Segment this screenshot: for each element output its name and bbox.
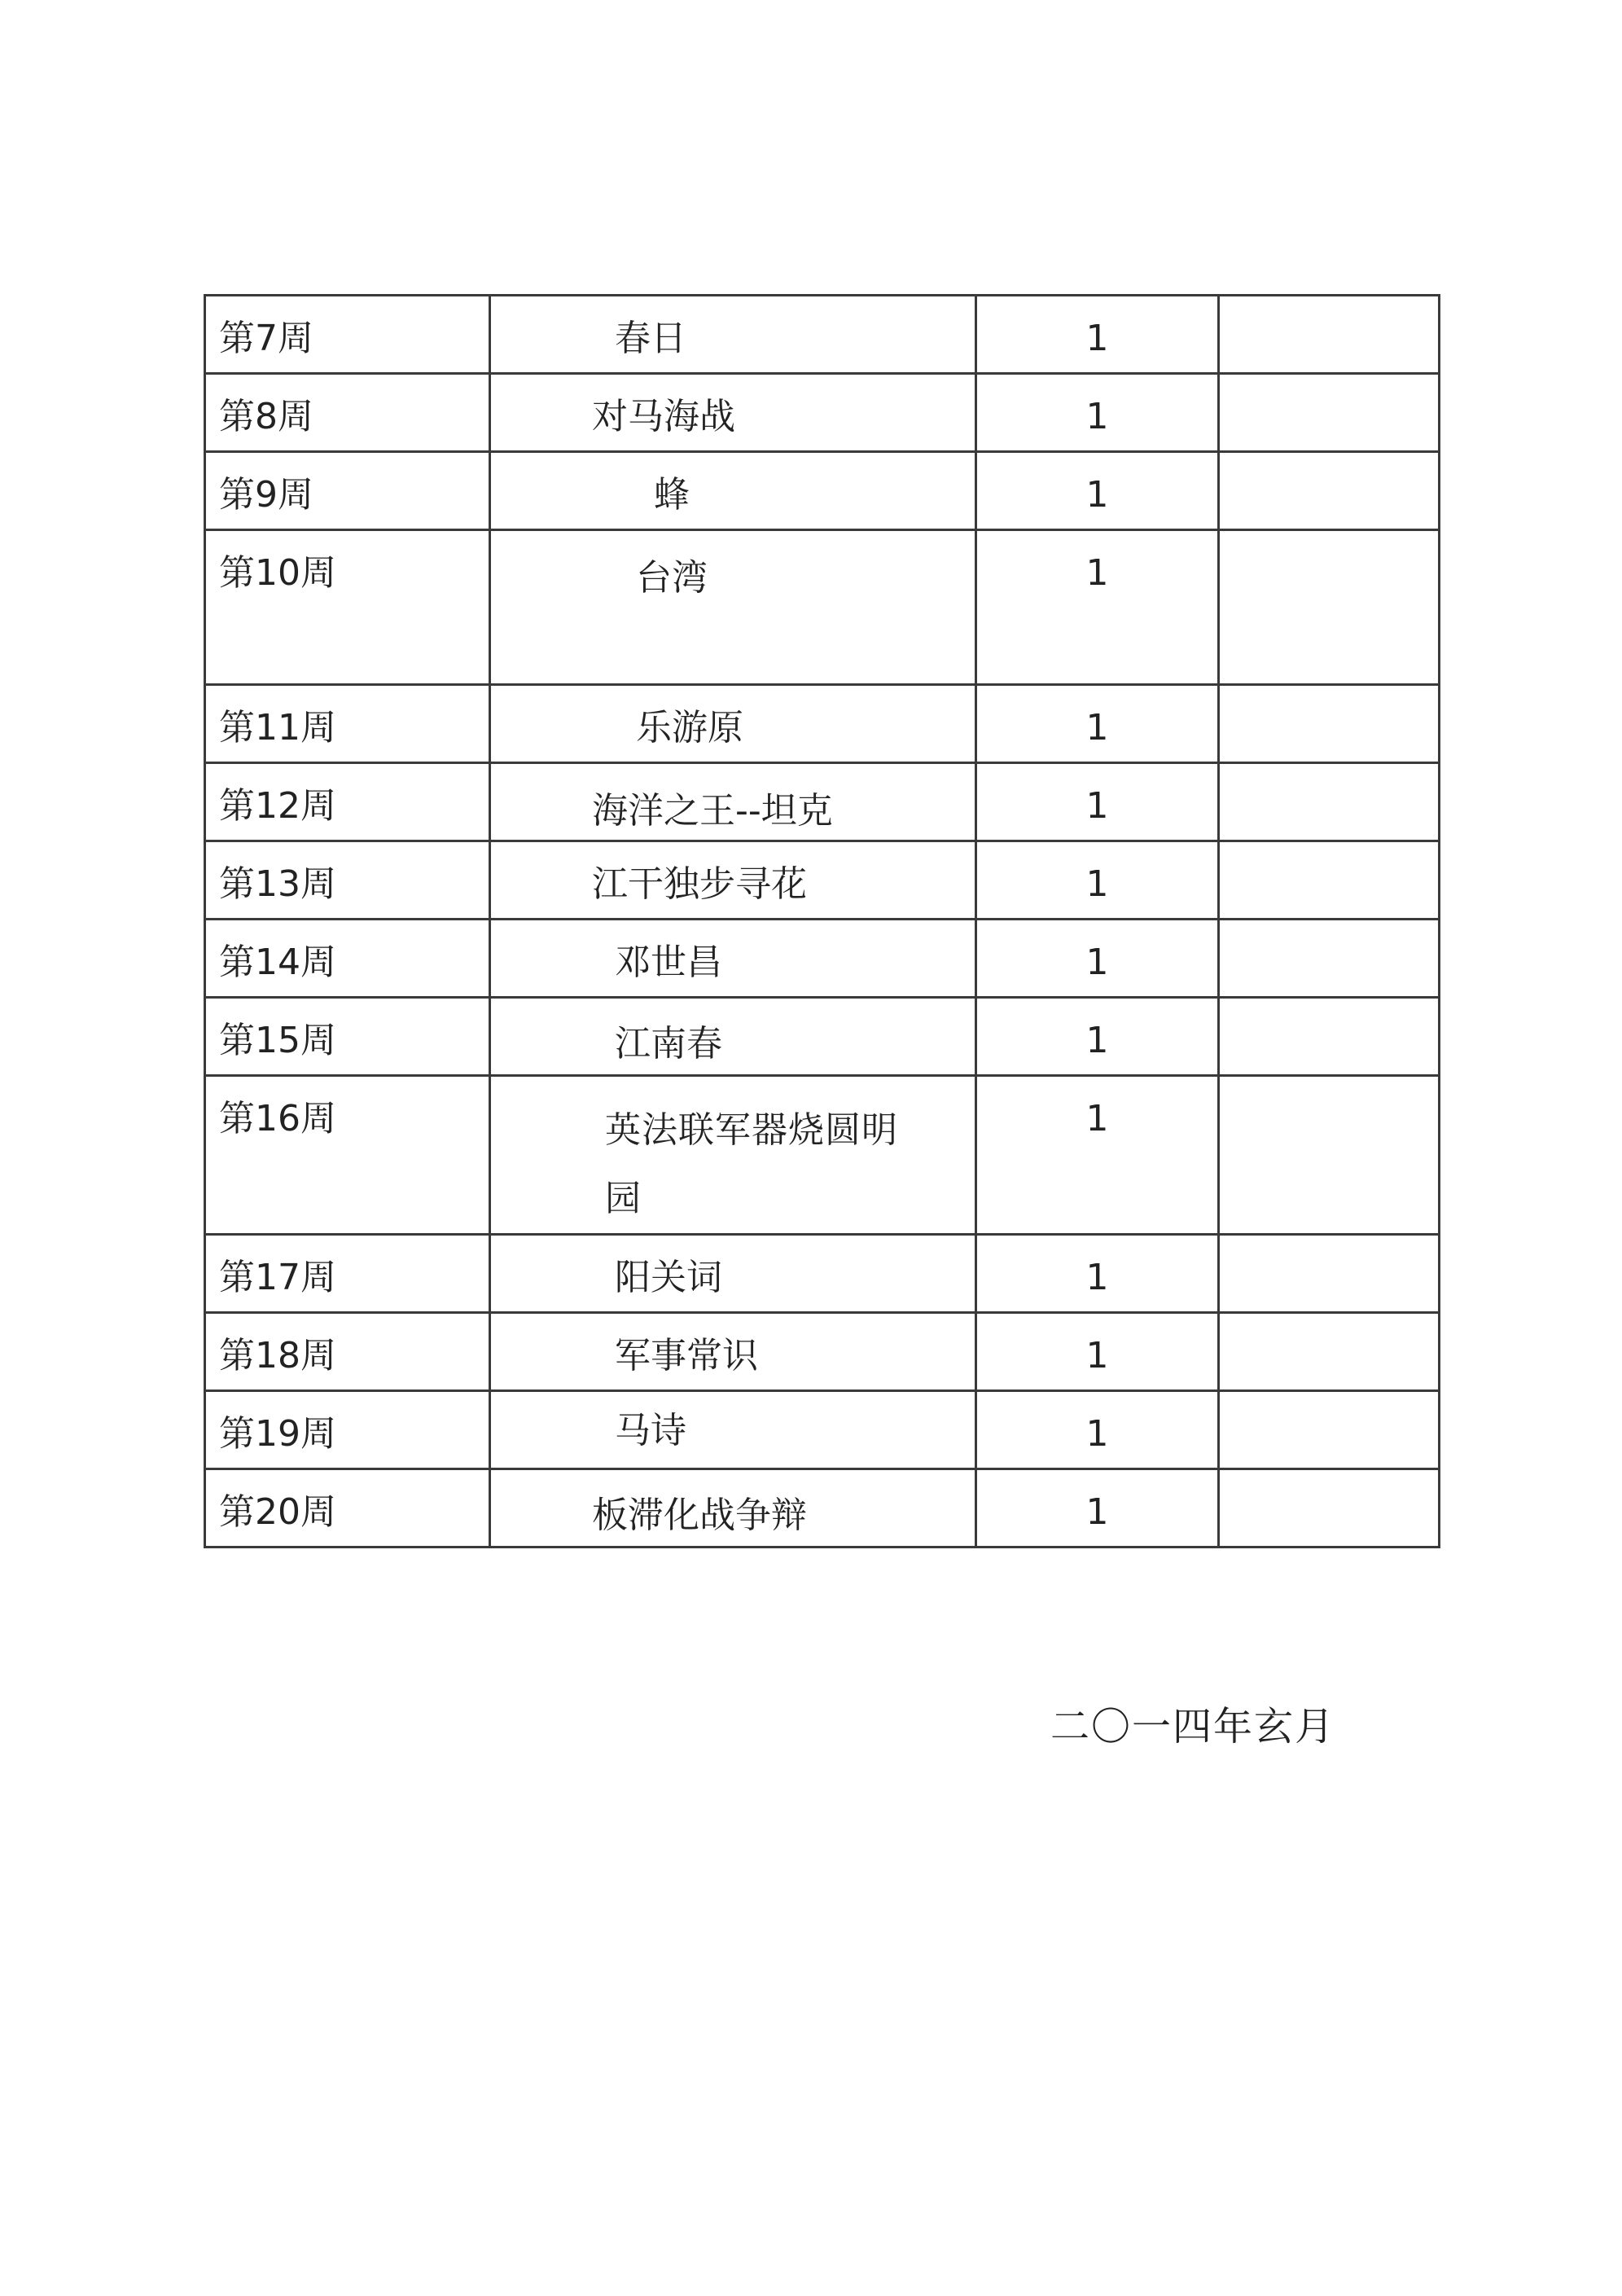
lesson-hours: 1 bbox=[1085, 1257, 1109, 1298]
hours-cell bbox=[976, 1313, 1219, 1391]
note-cell bbox=[1219, 374, 1440, 452]
week-cell bbox=[205, 296, 490, 374]
hours-cell bbox=[976, 1076, 1219, 1235]
hours-cell bbox=[976, 685, 1219, 763]
document-date: 二〇一四年玄月 bbox=[1050, 1704, 1336, 1749]
title-cell bbox=[490, 452, 976, 530]
week-cell bbox=[205, 1469, 490, 1547]
hours-cell bbox=[976, 920, 1219, 998]
title-cell bbox=[490, 841, 976, 920]
hours-cell bbox=[976, 1235, 1219, 1313]
note-cell bbox=[1219, 452, 1440, 530]
table-row bbox=[205, 1313, 1440, 1391]
note-cell bbox=[1219, 1391, 1440, 1469]
week-cell bbox=[205, 1313, 490, 1391]
lesson-hours: 1 bbox=[1085, 1020, 1109, 1061]
title-cell bbox=[490, 763, 976, 841]
lesson-title: 春日 bbox=[615, 318, 686, 359]
table-row bbox=[205, 374, 1440, 452]
table-row bbox=[205, 1076, 1440, 1235]
table-row bbox=[205, 1469, 1440, 1547]
week-cell bbox=[205, 1235, 490, 1313]
title-cell bbox=[490, 374, 976, 452]
title-cell bbox=[490, 685, 976, 763]
week-label: 第17周 bbox=[219, 1257, 336, 1298]
lesson-hours: 1 bbox=[1085, 1335, 1109, 1376]
week-cell bbox=[205, 998, 490, 1076]
lesson-hours: 1 bbox=[1085, 942, 1109, 983]
note-cell bbox=[1219, 1313, 1440, 1391]
lesson-title: 江南春 bbox=[615, 1023, 722, 1065]
lesson-title: 台湾 bbox=[636, 557, 708, 599]
lesson-hours: 1 bbox=[1085, 707, 1109, 749]
week-label: 第12周 bbox=[219, 785, 336, 827]
week-label: 第14周 bbox=[219, 942, 336, 983]
week-cell bbox=[205, 841, 490, 920]
week-cell bbox=[205, 920, 490, 998]
lesson-title: 马诗 bbox=[615, 1410, 686, 1451]
lesson-hours: 1 bbox=[1085, 474, 1109, 516]
lesson-hours: 1 bbox=[1085, 396, 1109, 437]
hours-cell bbox=[976, 841, 1219, 920]
lesson-hours: 1 bbox=[1085, 552, 1109, 594]
title-cell bbox=[490, 920, 976, 998]
note-cell bbox=[1219, 763, 1440, 841]
hours-cell bbox=[976, 452, 1219, 530]
note-cell bbox=[1219, 841, 1440, 920]
table-row bbox=[205, 452, 1440, 530]
lesson-title: 海洋之王--坦克 bbox=[592, 790, 833, 832]
week-label: 第15周 bbox=[219, 1020, 336, 1061]
note-cell bbox=[1219, 1469, 1440, 1547]
lesson-hours: 1 bbox=[1085, 785, 1109, 827]
note-cell bbox=[1219, 685, 1440, 763]
week-cell bbox=[205, 530, 490, 685]
week-cell bbox=[205, 763, 490, 841]
week-cell bbox=[205, 1391, 490, 1469]
table-row bbox=[205, 296, 1440, 374]
table-row bbox=[205, 530, 1440, 685]
table-row bbox=[205, 841, 1440, 920]
hours-cell bbox=[976, 374, 1219, 452]
hours-cell bbox=[976, 296, 1219, 374]
lesson-hours: 1 bbox=[1085, 318, 1109, 359]
title-cell bbox=[490, 998, 976, 1076]
lesson-hours: 1 bbox=[1085, 1413, 1109, 1455]
table-row bbox=[205, 1391, 1440, 1469]
hours-cell bbox=[976, 530, 1219, 685]
title-cell bbox=[490, 1469, 976, 1547]
week-cell bbox=[205, 685, 490, 763]
title-cell bbox=[490, 1235, 976, 1313]
table-row bbox=[205, 1235, 1440, 1313]
lesson-hours: 1 bbox=[1085, 1491, 1109, 1533]
schedule-table bbox=[204, 294, 1440, 1548]
table-row bbox=[205, 763, 1440, 841]
week-cell bbox=[205, 374, 490, 452]
week-label: 第20周 bbox=[219, 1491, 336, 1533]
hours-cell bbox=[976, 998, 1219, 1076]
note-cell bbox=[1219, 998, 1440, 1076]
title-cell bbox=[490, 1391, 976, 1469]
lesson-title: 乐游原 bbox=[636, 707, 743, 749]
week-label: 第8周 bbox=[219, 396, 313, 437]
hours-cell bbox=[976, 763, 1219, 841]
lesson-hours: 1 bbox=[1085, 1098, 1109, 1139]
week-label: 第11周 bbox=[219, 707, 336, 749]
table-row bbox=[205, 685, 1440, 763]
lesson-title: 英法联军器烧圆明园 bbox=[605, 1109, 898, 1219]
note-cell bbox=[1219, 920, 1440, 998]
title-cell bbox=[490, 1313, 976, 1391]
week-cell bbox=[205, 452, 490, 530]
lesson-title: 对马海战 bbox=[592, 396, 735, 437]
week-label: 第19周 bbox=[219, 1413, 336, 1455]
title-cell bbox=[490, 1076, 976, 1235]
hours-cell bbox=[976, 1469, 1219, 1547]
title-cell bbox=[490, 296, 976, 374]
week-label: 第9周 bbox=[219, 474, 313, 516]
lesson-title: 邓世昌 bbox=[615, 942, 722, 983]
week-label: 第7周 bbox=[219, 318, 313, 359]
hours-cell bbox=[976, 1391, 1219, 1469]
week-label: 第10周 bbox=[219, 552, 336, 594]
lesson-hours: 1 bbox=[1085, 863, 1109, 905]
note-cell bbox=[1219, 530, 1440, 685]
table-row bbox=[205, 920, 1440, 998]
lesson-title: 阳关词 bbox=[615, 1257, 722, 1298]
week-label: 第18周 bbox=[219, 1335, 336, 1376]
table-row bbox=[205, 998, 1440, 1076]
lesson-title: 板滞化战争辩 bbox=[592, 1495, 807, 1536]
note-cell bbox=[1219, 1076, 1440, 1235]
week-label: 第16周 bbox=[219, 1098, 336, 1139]
lesson-title: 江干独步寻花 bbox=[592, 863, 807, 905]
note-cell bbox=[1219, 1235, 1440, 1313]
note-cell bbox=[1219, 296, 1440, 374]
week-label: 第13周 bbox=[219, 863, 336, 905]
week-cell bbox=[205, 1076, 490, 1235]
title-cell bbox=[490, 530, 976, 685]
lesson-title: 军事常识 bbox=[615, 1335, 758, 1376]
lesson-title: 蜂 bbox=[654, 474, 690, 516]
